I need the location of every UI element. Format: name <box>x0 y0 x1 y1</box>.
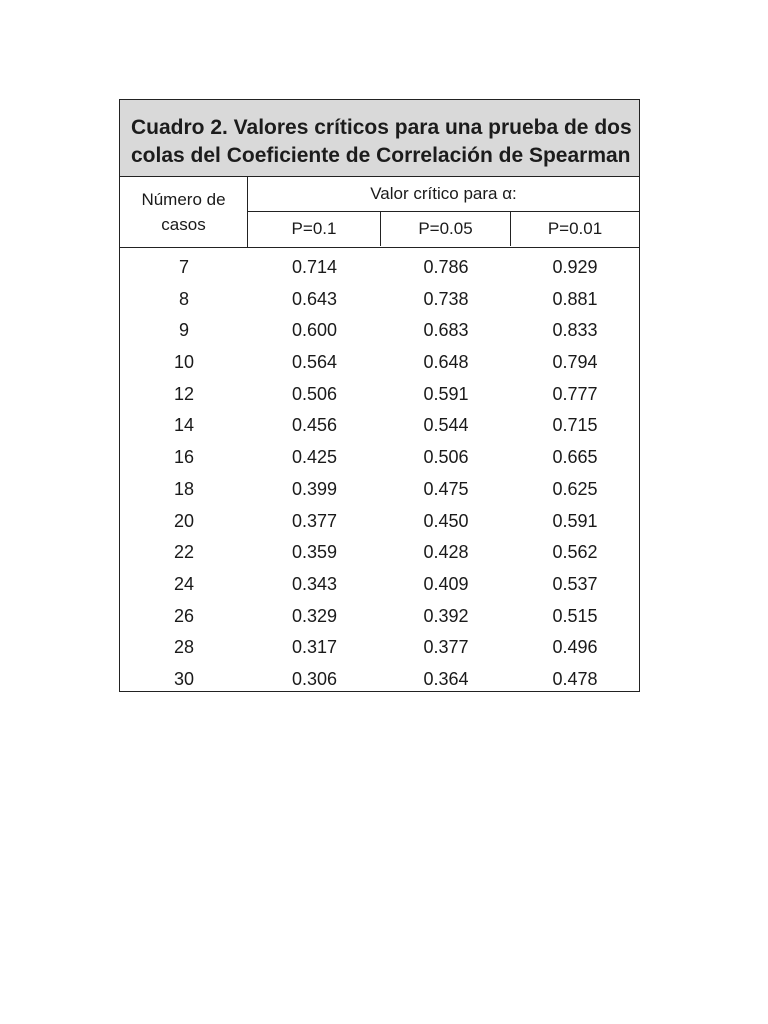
cell-cases: 8 <box>178 288 189 309</box>
cell-p-0-01: 0.478 <box>552 668 598 689</box>
cell-p-0-1: 0.506 <box>291 383 338 404</box>
cell-p-0-05: 0.450 <box>423 510 469 531</box>
cell-p-0-01: 0.794 <box>552 352 598 373</box>
header-p-0-05: P=0.05 <box>381 212 511 246</box>
table-row <box>120 315 639 347</box>
cell-p-0-01: 0.665 <box>552 447 598 468</box>
cell-p-0-01: 0.929 <box>552 257 598 277</box>
cell-p-0-01: 0.625 <box>552 478 598 499</box>
cell-p-0-05: 0.506 <box>423 447 469 468</box>
cell-p-0-05: 0.377 <box>423 637 469 658</box>
cell-p-0-05: 0.409 <box>423 573 469 594</box>
spearman-critical-values-table <box>119 99 640 692</box>
cell-p-0-1: 0.343 <box>291 573 338 594</box>
table-row <box>120 284 639 316</box>
table-row <box>120 442 639 474</box>
cell-p-0-05: 0.738 <box>423 288 469 309</box>
table-row <box>120 410 639 442</box>
cell-cases: 9 <box>178 320 189 341</box>
cell-cases: 26 <box>173 605 195 626</box>
cell-p-0-01: 0.537 <box>552 573 598 594</box>
cell-cases: 28 <box>173 637 195 658</box>
table-row <box>120 474 639 506</box>
cell-cases: 22 <box>173 542 195 563</box>
cell-p-0-05: 0.786 <box>423 257 469 277</box>
table-title <box>120 100 639 177</box>
cell-p-0-1: 0.306 <box>291 668 338 689</box>
table-row <box>120 632 639 664</box>
cell-p-0-01: 0.715 <box>552 415 598 436</box>
table-title-line-1: Cuadro 2. Valores críticos para una prueba de dos <box>131 116 632 139</box>
table-row <box>120 537 639 569</box>
cell-p-0-05: 0.364 <box>423 668 469 689</box>
cell-p-0-1: 0.317 <box>291 637 338 658</box>
cell-cases: 16 <box>173 447 195 468</box>
cell-cases: 14 <box>173 415 195 436</box>
cell-p-0-1: 0.329 <box>291 605 338 626</box>
table-row <box>120 506 639 538</box>
header-cases-line-1: Número de <box>141 190 226 209</box>
table-row <box>120 664 639 696</box>
cell-p-0-1: 0.600 <box>291 320 338 341</box>
header-critical-value-group: Valor crítico para α: <box>248 177 639 212</box>
cell-p-0-1: 0.564 <box>291 352 338 373</box>
cell-p-0-01: 0.591 <box>552 510 598 531</box>
header-cases-line-2: casos <box>161 215 206 234</box>
table-body <box>120 248 639 696</box>
cell-p-0-05: 0.648 <box>423 352 469 373</box>
header-number-of-cases <box>120 177 248 247</box>
cell-cases: 24 <box>173 573 195 594</box>
cell-p-0-01: 0.496 <box>552 637 598 658</box>
cell-p-0-05: 0.428 <box>423 542 469 563</box>
table-row <box>120 569 639 601</box>
cell-cases: 20 <box>173 510 195 531</box>
cell-p-0-1: 0.456 <box>291 415 338 436</box>
cell-p-0-01: 0.515 <box>552 605 598 626</box>
cell-cases: 10 <box>173 352 195 373</box>
table-header <box>120 177 639 248</box>
cell-p-0-01: 0.881 <box>552 288 598 309</box>
cell-p-0-1: 0.714 <box>291 257 338 277</box>
cell-p-0-05: 0.683 <box>423 320 469 341</box>
table-row <box>120 347 639 379</box>
cell-p-0-1: 0.377 <box>291 510 338 531</box>
cell-p-0-05: 0.544 <box>423 415 469 436</box>
cell-p-0-1: 0.643 <box>291 288 338 309</box>
cell-p-0-1: 0.425 <box>291 447 338 468</box>
cell-p-0-05: 0.591 <box>423 383 469 404</box>
cell-p-0-01: 0.777 <box>552 383 598 404</box>
cell-p-0-01: 0.833 <box>552 320 598 341</box>
header-p-0-01: P=0.01 <box>547 219 603 238</box>
table-row <box>120 601 639 633</box>
cell-p-0-1: 0.359 <box>291 542 338 563</box>
cell-p-0-05: 0.475 <box>423 478 469 499</box>
table-title-line-2: colas del Coeficiente de Correlación de Spearman <box>131 144 631 167</box>
cell-p-0-1: 0.399 <box>291 478 338 499</box>
cell-p-0-01: 0.562 <box>552 542 598 563</box>
table-row <box>120 252 639 284</box>
cell-cases: 12 <box>173 383 195 404</box>
cell-cases: 7 <box>178 257 189 277</box>
table-row <box>120 379 639 411</box>
header-p-0-1: P=0.1 <box>248 212 381 246</box>
cell-p-0-05: 0.392 <box>423 605 469 626</box>
cell-cases: 18 <box>173 478 195 499</box>
cell-cases: 30 <box>173 668 195 689</box>
